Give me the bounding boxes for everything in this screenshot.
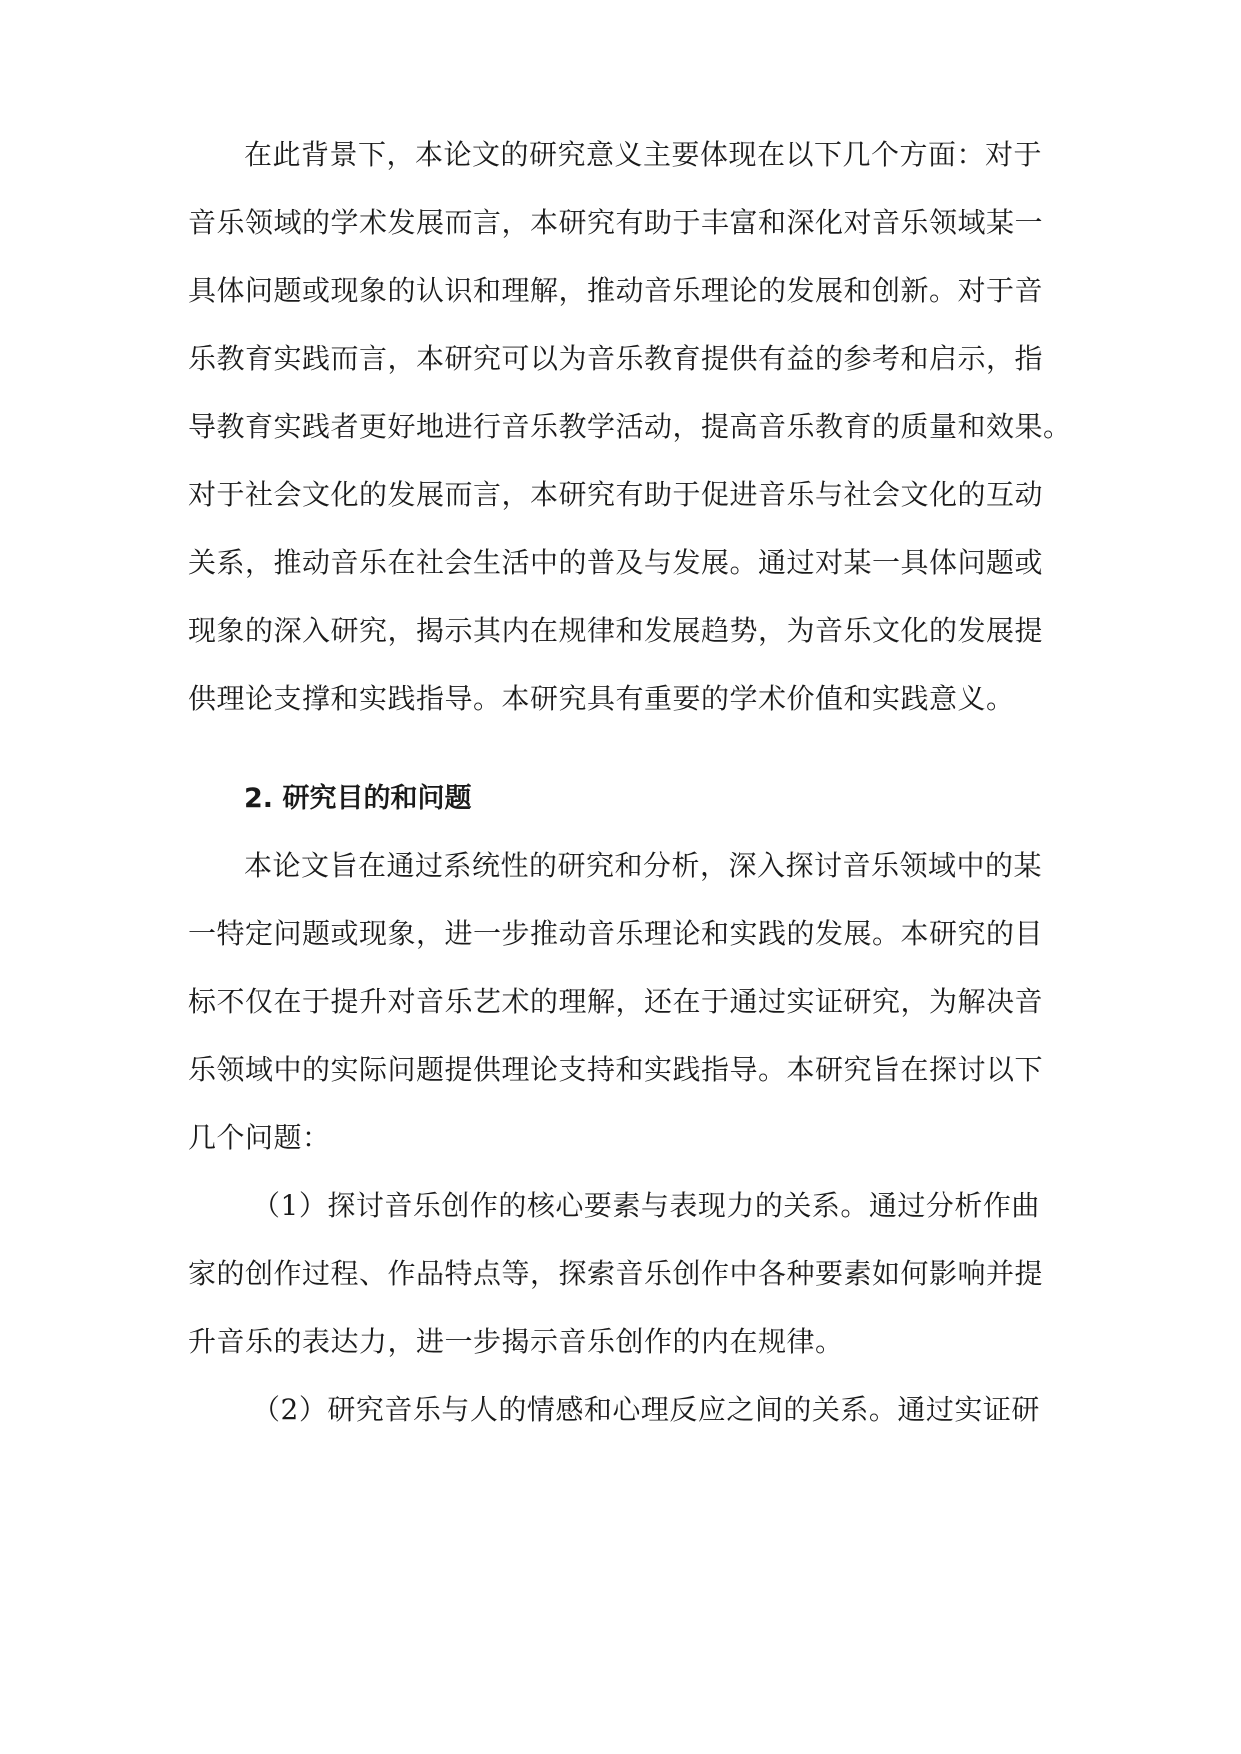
paragraph-1-line-3: 具体问题或现象的认识和理解，推动音乐理论的发展和创新。对于音 <box>188 274 1044 307</box>
paragraph-2-line-4: 乐领域中的实际问题提供理论支持和实践指导。本研究旨在探讨以下 <box>188 1053 1044 1086</box>
paragraph-1-line-7: 关系，推动音乐在社会生活中的普及与发展。通过对某一具体问题或 <box>188 546 1044 579</box>
paragraph-1-line-9: 供理论支撑和实践指导。本研究具有重要的学术价值和实践意义。 <box>188 682 1015 715</box>
paragraph-1-line-8: 现象的深入研究，揭示其内在规律和发展趋势，为音乐文化的发展提 <box>188 614 1044 647</box>
section-heading: 2. 研究目的和问题 <box>244 783 472 814</box>
item-2-line-1: （2）研究音乐与人的情感和心理反应之间的关系。通过实证研 <box>252 1393 1040 1426</box>
paragraph-1-line-4: 乐教育实践而言，本研究可以为音乐教育提供有益的参考和启示，指 <box>188 342 1044 375</box>
paragraph-2-line-3: 标不仅在于提升对音乐艺术的理解，还在于通过实证研究，为解决音 <box>188 985 1044 1018</box>
item-1-line-1: （1）探讨音乐创作的核心要素与表现力的关系。通过分析作曲 <box>252 1189 1040 1222</box>
paragraph-1-line-5: 导教育实践者更好地进行音乐教学活动，提高音乐教育的质量和效果。 <box>188 410 1072 443</box>
paragraph-1-line-6: 对于社会文化的发展而言，本研究有助于促进音乐与社会文化的互动 <box>188 478 1044 511</box>
paragraph-2-line-5: 几个问题： <box>188 1121 331 1154</box>
paragraph-1-line-1: 在此背景下，本论文的研究意义主要体现在以下几个方面：对于 <box>244 138 1043 171</box>
paragraph-1-line-2: 音乐领域的学术发展而言，本研究有助于丰富和深化对音乐领域某一 <box>188 206 1044 239</box>
paragraph-2-line-1: 本论文旨在通过系统性的研究和分析，深入探讨音乐领域中的某 <box>244 849 1043 882</box>
paragraph-2-line-2: 一特定问题或现象，进一步推动音乐理论和实践的发展。本研究的目 <box>188 917 1044 950</box>
item-1-line-2: 家的创作过程、作品特点等，探索音乐创作中各种要素如何影响并提 <box>188 1257 1044 1290</box>
item-1-line-3: 升音乐的表达力，进一步揭示音乐创作的内在规律。 <box>188 1325 844 1358</box>
